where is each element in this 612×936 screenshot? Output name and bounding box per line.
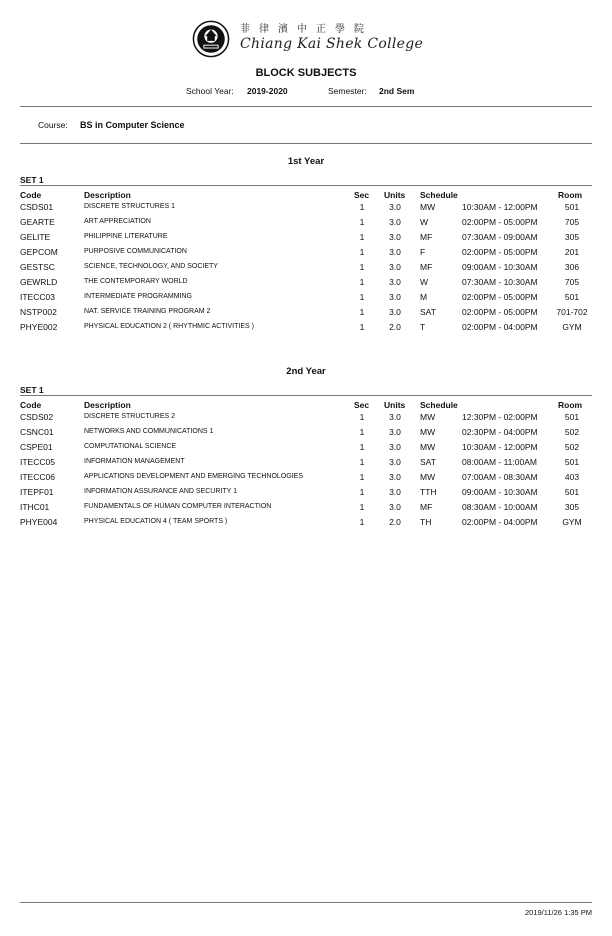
section: 1	[359, 427, 365, 437]
table-row	[20, 307, 592, 322]
units: 3.0	[389, 307, 401, 317]
subject-code: CSDS01	[20, 202, 54, 212]
schedule-time: 02:00PM - 04:00PM	[462, 322, 538, 332]
schedule-days: MF	[420, 232, 433, 242]
subject-code: ITHC01	[20, 502, 50, 512]
section: 1	[359, 292, 365, 302]
units: 3.0	[389, 412, 401, 422]
schedule-days: W	[420, 217, 429, 227]
set-label: SET 1	[20, 385, 44, 395]
schedule-days: F	[420, 247, 426, 257]
room: 501	[564, 487, 580, 497]
room: GYM	[562, 517, 582, 527]
room: GYM	[562, 322, 582, 332]
schedule-time: 09:00AM - 10:30AM	[462, 487, 538, 497]
divider	[20, 143, 592, 144]
subject-code: PHYE002	[20, 322, 58, 332]
table-row	[20, 487, 592, 502]
units: 3.0	[389, 292, 401, 302]
subject-description: NAT. SERVICE TRAINING PROGRAM 2	[84, 308, 211, 315]
subject-description: THE CONTEMPORARY WORLD	[84, 278, 188, 285]
column-header-room: Room	[558, 400, 583, 410]
table-row	[20, 427, 592, 442]
schedule-time: 12:30PM - 02:00PM	[462, 412, 538, 422]
college-english-name: Chiang Kai Shek College	[240, 36, 424, 52]
subject-description: NETWORKS AND COMMUNICATIONS 1	[84, 428, 214, 435]
units: 3.0	[389, 262, 401, 272]
college-seal-icon	[192, 20, 230, 58]
schedule-time: 02:00PM - 05:00PM	[462, 307, 538, 317]
table-row	[20, 232, 592, 247]
subject-description: INTERMEDIATE PROGRAMMING	[84, 293, 192, 300]
semester-label: Semester:	[328, 86, 367, 96]
room: 501	[564, 457, 580, 467]
subject-code: ITECC06	[20, 472, 55, 482]
subject-code: CSDS02	[20, 412, 54, 422]
subject-description: FUNDAMENTALS OF HUMAN COMPUTER INTERACTION	[84, 503, 272, 510]
schedule-time: 07:30AM - 10:30AM	[462, 277, 538, 287]
section: 1	[359, 517, 365, 527]
column-header-schedule: Schedule	[420, 190, 458, 200]
schedule-days: TTH	[420, 487, 437, 497]
subject-code: ITECC03	[20, 292, 55, 302]
schedule-time: 02:30PM - 04:00PM	[462, 427, 538, 437]
subject-code: GESTSC	[20, 262, 55, 272]
subjects-table	[20, 189, 592, 337]
subject-description: COMPUTATIONAL SCIENCE	[84, 443, 177, 450]
schedule-days: SAT	[420, 457, 436, 467]
units: 3.0	[389, 472, 401, 482]
table-row	[20, 277, 592, 292]
units: 3.0	[389, 502, 401, 512]
column-header-code: Code	[20, 400, 42, 410]
table-row	[20, 472, 592, 487]
subject-description: DISCRETE STRUCTURES 2	[84, 413, 176, 420]
subject-description: INFORMATION MANAGEMENT	[84, 458, 185, 465]
section: 1	[359, 442, 365, 452]
section: 1	[359, 487, 365, 497]
year-title: 2nd Year	[286, 366, 326, 377]
units: 3.0	[389, 247, 401, 257]
schedule-days: MF	[420, 502, 433, 512]
section: 1	[359, 202, 365, 212]
section: 1	[359, 322, 365, 332]
schedule-time: 08:00AM - 11:00AM	[462, 457, 537, 467]
table-row	[20, 502, 592, 517]
course-label: Course:	[38, 120, 68, 130]
column-header-description: Description	[84, 190, 131, 200]
room: 306	[564, 262, 580, 272]
table-row	[20, 412, 592, 427]
column-header-units: Units	[384, 190, 406, 200]
room: 501	[564, 202, 580, 212]
room: 502	[564, 427, 580, 437]
schedule-time: 07:30AM - 09:00AM	[462, 232, 538, 242]
section: 1	[359, 217, 365, 227]
subject-code: ITECC05	[20, 457, 55, 467]
section: 1	[359, 502, 365, 512]
schedule-days: T	[420, 322, 426, 332]
units: 2.0	[389, 322, 401, 332]
section: 1	[359, 412, 365, 422]
subject-code: GEWRLD	[20, 277, 58, 287]
column-header-description: Description	[84, 400, 131, 410]
table-row	[20, 247, 592, 262]
subject-description: PHILIPPINE LITERATURE	[84, 233, 168, 240]
units: 3.0	[389, 442, 401, 452]
printed-timestamp: 2019/11/26 1:35 PM	[525, 908, 592, 917]
page-title: BLOCK SUBJECTS	[255, 67, 357, 79]
course-value: BS in Computer Science	[80, 120, 185, 130]
table-row	[20, 442, 592, 457]
units: 3.0	[389, 427, 401, 437]
section: 1	[359, 262, 365, 272]
schedule-days: SAT	[420, 307, 436, 317]
schedule-days: W	[420, 277, 429, 287]
year-title: 1st Year	[287, 156, 325, 167]
table-header-row	[20, 399, 592, 412]
schedule-time: 10:30AM - 12:00PM	[462, 442, 538, 452]
subject-code: PHYE004	[20, 517, 58, 527]
subject-description: PHYSICAL EDUCATION 4 ( TEAM SPORTS )	[84, 518, 228, 525]
college-header	[0, 18, 612, 58]
subject-code: ITEPF01	[20, 487, 54, 497]
table-row	[20, 262, 592, 277]
room: 705	[564, 217, 580, 227]
column-header-code: Code	[20, 190, 42, 200]
units: 3.0	[389, 232, 401, 242]
subject-code: GELITE	[20, 232, 51, 242]
section: 1	[359, 277, 365, 287]
table-row	[20, 517, 592, 532]
schedule-days: MW	[420, 412, 436, 422]
units: 3.0	[389, 202, 401, 212]
table-row	[20, 217, 592, 232]
room: 501	[564, 412, 580, 422]
subject-code: GEARTE	[20, 217, 55, 227]
subject-description: DISCRETE STRUCTURES 1	[84, 203, 176, 210]
column-header-schedule: Schedule	[420, 400, 458, 410]
schedule-days: M	[420, 292, 428, 302]
room: 701-702	[556, 307, 588, 317]
units: 3.0	[389, 217, 401, 227]
section: 1	[359, 472, 365, 482]
schedule-time: 09:00AM - 10:30AM	[462, 262, 538, 272]
units: 3.0	[389, 457, 401, 467]
subject-description: PHYSICAL EDUCATION 2 ( RHYTHMIC ACTIVITIES )	[84, 323, 254, 330]
footer-divider	[20, 902, 592, 903]
room: 403	[564, 472, 580, 482]
room: 501	[564, 292, 580, 302]
table-top-rule	[20, 185, 592, 186]
schedule-days: TH	[420, 517, 432, 527]
units: 3.0	[389, 487, 401, 497]
units: 2.0	[389, 517, 401, 527]
subject-code: CSNC01	[20, 427, 54, 437]
section: 1	[359, 307, 365, 317]
school-year-label: School Year:	[186, 86, 234, 96]
section: 1	[359, 232, 365, 242]
college-chinese-name: 菲律濱中正學院	[240, 24, 373, 35]
room: 705	[564, 277, 580, 287]
subject-description: APPLICATIONS DEVELOPMENT AND EMERGING TECHNOLOGIES	[84, 473, 303, 480]
table-header-row	[20, 189, 592, 202]
subject-description: ART APPRECIATION	[84, 218, 151, 225]
room: 502	[564, 442, 580, 452]
column-header-sec: Sec	[354, 190, 370, 200]
column-header-sec: Sec	[354, 400, 370, 410]
schedule-days: MW	[420, 442, 436, 452]
subject-description: SCIENCE, TECHNOLOGY, AND SOCIETY	[84, 263, 218, 270]
schedule-days: MW	[420, 202, 436, 212]
table-row	[20, 322, 592, 337]
subjects-table	[20, 399, 592, 532]
set-label: SET 1	[20, 175, 44, 185]
subject-code: GEPCOM	[20, 247, 58, 257]
column-header-units: Units	[384, 400, 406, 410]
schedule-time: 02:00PM - 05:00PM	[462, 292, 538, 302]
column-header-room: Room	[558, 190, 583, 200]
schedule-time: 08:30AM - 10:00AM	[462, 502, 538, 512]
table-row	[20, 292, 592, 307]
section: 1	[359, 457, 365, 467]
subject-code: CSPE01	[20, 442, 53, 452]
room: 305	[564, 232, 580, 242]
units: 3.0	[389, 277, 401, 287]
subject-description: PURPOSIVE COMMUNICATION	[84, 248, 187, 255]
schedule-time: 02:00PM - 05:00PM	[462, 217, 538, 227]
table-top-rule	[20, 395, 592, 396]
section: 1	[359, 247, 365, 257]
subject-code: NSTP002	[20, 307, 57, 317]
room: 305	[564, 502, 580, 512]
divider	[20, 106, 592, 107]
schedule-days: MW	[420, 427, 436, 437]
room: 201	[564, 247, 580, 257]
schedule-time: 02:00PM - 04:00PM	[462, 517, 538, 527]
schedule-time: 10:30AM - 12:00PM	[462, 202, 538, 212]
table-row	[20, 457, 592, 472]
schedule-days: MW	[420, 472, 436, 482]
schedule-time: 02:00PM - 05:00PM	[462, 247, 538, 257]
school-year-value: 2019-2020	[247, 86, 288, 96]
schedule-days: MF	[420, 262, 433, 272]
schedule-time: 07:00AM - 08:30AM	[462, 472, 538, 482]
semester-value: 2nd Sem	[379, 86, 415, 96]
table-row	[20, 202, 592, 217]
subject-description: INFORMATION ASSURANCE AND SECURITY 1	[84, 488, 237, 495]
